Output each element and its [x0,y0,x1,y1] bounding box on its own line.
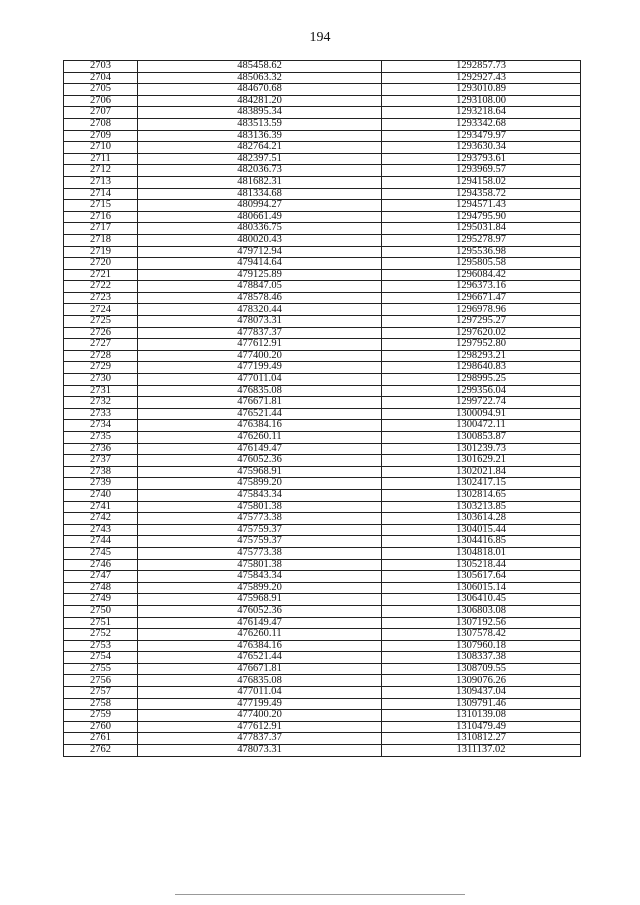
x-coordinate-cell: 475968.91 [138,466,382,478]
table-row [64,350,581,362]
x-coordinate-cell: 481334.68 [138,188,382,200]
x-coordinate-cell: 477837.37 [138,733,382,745]
table-row [64,571,581,583]
point-number-cell: 2748 [64,582,138,594]
y-coordinate-cell: 1294795.90 [382,211,581,223]
y-coordinate-cell: 1294158.02 [382,176,581,188]
table-row [64,107,581,119]
x-coordinate-cell: 480020.43 [138,234,382,246]
y-coordinate-cell: 1297952.80 [382,339,581,351]
point-number-cell: 2705 [64,84,138,96]
table-row [64,687,581,699]
y-coordinate-cell: 1300094.91 [382,408,581,420]
x-coordinate-cell: 483513.59 [138,118,382,130]
table-row [64,443,581,455]
point-number-cell: 2746 [64,559,138,571]
table-row [64,455,581,467]
x-coordinate-cell: 481682.31 [138,176,382,188]
x-coordinate-cell: 476052.36 [138,455,382,467]
x-coordinate-cell: 475899.20 [138,582,382,594]
point-number-cell: 2727 [64,339,138,351]
table-row [64,397,581,409]
x-coordinate-cell: 477199.49 [138,698,382,710]
y-coordinate-cell: 1302417.15 [382,478,581,490]
point-number-cell: 2730 [64,374,138,386]
point-number-cell: 2708 [64,118,138,130]
x-coordinate-cell: 476384.16 [138,640,382,652]
y-coordinate-cell: 1308709.55 [382,663,581,675]
x-coordinate-cell: 478847.05 [138,281,382,293]
y-coordinate-cell: 1307192.56 [382,617,581,629]
table-row [64,339,581,351]
point-number-cell: 2720 [64,258,138,270]
y-coordinate-cell: 1306803.08 [382,605,581,617]
point-number-cell: 2753 [64,640,138,652]
point-number-cell: 2732 [64,397,138,409]
table-row [64,559,581,571]
table-row [64,165,581,177]
table-row [64,524,581,536]
y-coordinate-cell: 1302814.65 [382,489,581,501]
table-row [64,466,581,478]
y-coordinate-cell: 1295278.97 [382,234,581,246]
table-row [64,374,581,386]
y-coordinate-cell: 1293108.00 [382,95,581,107]
table-row [64,536,581,548]
table-row [64,629,581,641]
x-coordinate-cell: 475843.34 [138,489,382,501]
x-coordinate-cell: 475899.20 [138,478,382,490]
table-row [64,721,581,733]
table-row [64,733,581,745]
table-row [64,211,581,223]
point-number-cell: 2725 [64,316,138,328]
y-coordinate-cell: 1306015.14 [382,582,581,594]
coordinates-table-body [64,61,581,757]
y-coordinate-cell: 1293010.89 [382,84,581,96]
y-coordinate-cell: 1293218.64 [382,107,581,119]
point-number-cell: 2737 [64,455,138,467]
x-coordinate-cell: 478578.46 [138,292,382,304]
x-coordinate-cell: 476149.47 [138,443,382,455]
y-coordinate-cell: 1308337.38 [382,652,581,664]
y-coordinate-cell: 1298640.83 [382,362,581,374]
x-coordinate-cell: 475801.38 [138,559,382,571]
x-coordinate-cell: 476384.16 [138,420,382,432]
y-coordinate-cell: 1293969.57 [382,165,581,177]
point-number-cell: 2710 [64,142,138,154]
table-row [64,489,581,501]
table-row [64,675,581,687]
x-coordinate-cell: 476521.44 [138,652,382,664]
point-number-cell: 2752 [64,629,138,641]
x-coordinate-cell: 475773.38 [138,513,382,525]
point-number-cell: 2711 [64,153,138,165]
x-coordinate-cell: 482036.73 [138,165,382,177]
y-coordinate-cell: 1301629.21 [382,455,581,467]
point-number-cell: 2729 [64,362,138,374]
x-coordinate-cell: 476521.44 [138,408,382,420]
y-coordinate-cell: 1293342.68 [382,118,581,130]
table-row [64,130,581,142]
x-coordinate-cell: 475759.37 [138,536,382,548]
point-number-cell: 2707 [64,107,138,119]
point-number-cell: 2743 [64,524,138,536]
table-row [64,605,581,617]
x-coordinate-cell: 485458.62 [138,61,382,73]
point-number-cell: 2739 [64,478,138,490]
y-coordinate-cell: 1301239.73 [382,443,581,455]
y-coordinate-cell: 1297620.02 [382,327,581,339]
x-coordinate-cell: 480661.49 [138,211,382,223]
point-number-cell: 2747 [64,571,138,583]
point-number-cell: 2738 [64,466,138,478]
x-coordinate-cell: 480994.27 [138,200,382,212]
y-coordinate-cell: 1293479.97 [382,130,581,142]
x-coordinate-cell: 476149.47 [138,617,382,629]
x-coordinate-cell: 477011.04 [138,374,382,386]
y-coordinate-cell: 1293793.61 [382,153,581,165]
y-coordinate-cell: 1300472.11 [382,420,581,432]
point-number-cell: 2731 [64,385,138,397]
table-row [64,72,581,84]
table-row [64,95,581,107]
point-number-cell: 2714 [64,188,138,200]
table-row [64,408,581,420]
table-row [64,617,581,629]
table-row [64,246,581,258]
table-row [64,547,581,559]
y-coordinate-cell: 1305218.44 [382,559,581,571]
y-coordinate-cell: 1311137.02 [382,745,581,757]
x-coordinate-cell: 476260.11 [138,629,382,641]
x-coordinate-cell: 477199.49 [138,362,382,374]
table-row [64,188,581,200]
x-coordinate-cell: 484670.68 [138,84,382,96]
table-row [64,652,581,664]
point-number-cell: 2709 [64,130,138,142]
point-number-cell: 2716 [64,211,138,223]
point-number-cell: 2745 [64,547,138,559]
point-number-cell: 2751 [64,617,138,629]
table-row [64,420,581,432]
point-number-cell: 2750 [64,605,138,617]
point-number-cell: 2724 [64,304,138,316]
point-number-cell: 2749 [64,594,138,606]
point-number-cell: 2715 [64,200,138,212]
x-coordinate-cell: 483895.34 [138,107,382,119]
y-coordinate-cell: 1294571.43 [382,200,581,212]
x-coordinate-cell: 478073.31 [138,316,382,328]
y-coordinate-cell: 1307578.42 [382,629,581,641]
point-number-cell: 2761 [64,733,138,745]
y-coordinate-cell: 1304015.44 [382,524,581,536]
point-number-cell: 2722 [64,281,138,293]
y-coordinate-cell: 1296671.47 [382,292,581,304]
x-coordinate-cell: 479414.64 [138,258,382,270]
table-row [64,269,581,281]
point-number-cell: 2734 [64,420,138,432]
x-coordinate-cell: 477011.04 [138,687,382,699]
point-number-cell: 2742 [64,513,138,525]
y-coordinate-cell: 1304818.01 [382,547,581,559]
x-coordinate-cell: 477837.37 [138,327,382,339]
x-coordinate-cell: 476671.81 [138,397,382,409]
table-row [64,118,581,130]
x-coordinate-cell: 480336.75 [138,223,382,235]
x-coordinate-cell: 475759.37 [138,524,382,536]
y-coordinate-cell: 1296084.42 [382,269,581,281]
x-coordinate-cell: 477612.91 [138,721,382,733]
point-number-cell: 2726 [64,327,138,339]
point-number-cell: 2756 [64,675,138,687]
point-number-cell: 2740 [64,489,138,501]
table-row [64,304,581,316]
point-number-cell: 2706 [64,95,138,107]
point-number-cell: 2762 [64,745,138,757]
table-row [64,281,581,293]
point-number-cell: 2741 [64,501,138,513]
y-coordinate-cell: 1293630.34 [382,142,581,154]
x-coordinate-cell: 485063.32 [138,72,382,84]
y-coordinate-cell: 1296373.16 [382,281,581,293]
point-number-cell: 2723 [64,292,138,304]
y-coordinate-cell: 1300853.87 [382,432,581,444]
table-row [64,223,581,235]
x-coordinate-cell: 479125.89 [138,269,382,281]
table-row [64,84,581,96]
x-coordinate-cell: 479712.94 [138,246,382,258]
x-coordinate-cell: 483136.39 [138,130,382,142]
table-row [64,594,581,606]
y-coordinate-cell: 1292927.43 [382,72,581,84]
point-number-cell: 2744 [64,536,138,548]
x-coordinate-cell: 482764.21 [138,142,382,154]
x-coordinate-cell: 478320.44 [138,304,382,316]
bottom-rule [175,894,465,895]
table-row [64,501,581,513]
table-row [64,385,581,397]
table-row [64,316,581,328]
x-coordinate-cell: 476052.36 [138,605,382,617]
point-number-cell: 2713 [64,176,138,188]
table-row [64,153,581,165]
point-number-cell: 2760 [64,721,138,733]
y-coordinate-cell: 1298293.21 [382,350,581,362]
table-row [64,234,581,246]
y-coordinate-cell: 1296978.96 [382,304,581,316]
y-coordinate-cell: 1295031.84 [382,223,581,235]
coordinates-table [63,60,581,757]
y-coordinate-cell: 1303614.28 [382,513,581,525]
x-coordinate-cell: 476260.11 [138,432,382,444]
table-row [64,258,581,270]
y-coordinate-cell: 1309076.26 [382,675,581,687]
y-coordinate-cell: 1307960.18 [382,640,581,652]
x-coordinate-cell: 475843.34 [138,571,382,583]
table-row [64,710,581,722]
table-row [64,698,581,710]
y-coordinate-cell: 1299722.74 [382,397,581,409]
y-coordinate-cell: 1304416.85 [382,536,581,548]
table-row [64,640,581,652]
y-coordinate-cell: 1299356.04 [382,385,581,397]
y-coordinate-cell: 1295805.58 [382,258,581,270]
y-coordinate-cell: 1295536.98 [382,246,581,258]
y-coordinate-cell: 1310479.49 [382,721,581,733]
x-coordinate-cell: 475968.91 [138,594,382,606]
y-coordinate-cell: 1303213.85 [382,501,581,513]
table-row [64,582,581,594]
y-coordinate-cell: 1309791.46 [382,698,581,710]
point-number-cell: 2733 [64,408,138,420]
x-coordinate-cell: 482397.51 [138,153,382,165]
y-coordinate-cell: 1294358.72 [382,188,581,200]
x-coordinate-cell: 484281.20 [138,95,382,107]
y-coordinate-cell: 1297295.27 [382,316,581,328]
y-coordinate-cell: 1310139.08 [382,710,581,722]
y-coordinate-cell: 1302021.84 [382,466,581,478]
point-number-cell: 2755 [64,663,138,675]
x-coordinate-cell: 477612.91 [138,339,382,351]
point-number-cell: 2719 [64,246,138,258]
page-number: 194 [309,30,331,45]
point-number-cell: 2717 [64,223,138,235]
point-number-cell: 2758 [64,698,138,710]
table-row [64,292,581,304]
point-number-cell: 2718 [64,234,138,246]
table-row [64,432,581,444]
point-number-cell: 2704 [64,72,138,84]
table-row [64,478,581,490]
table-row [64,61,581,73]
table-row [64,513,581,525]
table-row [64,327,581,339]
point-number-cell: 2712 [64,165,138,177]
point-number-cell: 2757 [64,687,138,699]
table-row [64,362,581,374]
point-number-cell: 2759 [64,710,138,722]
point-number-cell: 2736 [64,443,138,455]
x-coordinate-cell: 476835.08 [138,675,382,687]
point-number-cell: 2754 [64,652,138,664]
x-coordinate-cell: 476835.08 [138,385,382,397]
table-row [64,200,581,212]
point-number-cell: 2703 [64,61,138,73]
y-coordinate-cell: 1310812.27 [382,733,581,745]
table-row [64,745,581,757]
x-coordinate-cell: 477400.20 [138,710,382,722]
table-row [64,142,581,154]
x-coordinate-cell: 478073.31 [138,745,382,757]
y-coordinate-cell: 1306410.45 [382,594,581,606]
point-number-cell: 2721 [64,269,138,281]
point-number-cell: 2735 [64,432,138,444]
point-number-cell: 2728 [64,350,138,362]
x-coordinate-cell: 476671.81 [138,663,382,675]
table-row [64,663,581,675]
x-coordinate-cell: 475773.38 [138,547,382,559]
y-coordinate-cell: 1298995.25 [382,374,581,386]
y-coordinate-cell: 1292857.73 [382,61,581,73]
x-coordinate-cell: 477400.20 [138,350,382,362]
y-coordinate-cell: 1309437.04 [382,687,581,699]
table-row [64,176,581,188]
y-coordinate-cell: 1305617.64 [382,571,581,583]
x-coordinate-cell: 475801.38 [138,501,382,513]
